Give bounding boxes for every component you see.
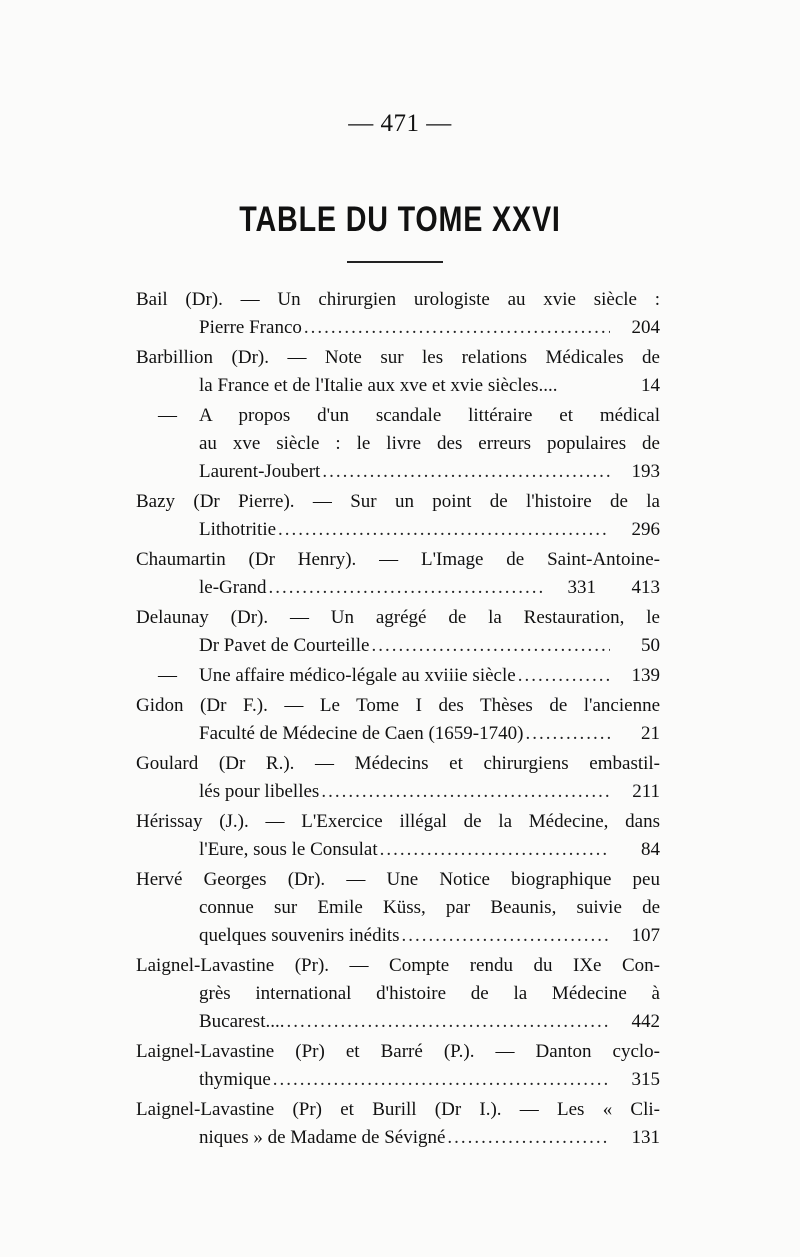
entry-last-line: [136, 778, 660, 806]
toc-entry: [136, 604, 660, 660]
dot-leader: [525, 720, 610, 748]
entry-text: l'Eure, sous le Consulat: [199, 839, 378, 860]
page-ref: 107: [631, 925, 660, 946]
entry-text: quelques souvenirs inédits: [199, 925, 400, 946]
dot-leader: [402, 922, 610, 950]
entry-text: Dr Pavet de Courteille: [199, 635, 370, 656]
dot-leader: [273, 1066, 610, 1094]
dot-leader: [304, 314, 610, 342]
toc-entry: [136, 286, 660, 342]
entry-text: lés pour libelles: [199, 781, 320, 802]
entry-text: Lithotritie: [199, 519, 277, 540]
entry-last-line: [136, 458, 660, 486]
page-ref: 14: [641, 375, 660, 396]
toc-entry: [136, 952, 660, 1036]
entry-last-line: [136, 662, 660, 690]
entry-last-line: [136, 574, 660, 602]
toc-entry: [136, 692, 660, 748]
ditto-dash: —: [158, 405, 177, 426]
entry-text: Bucarest....: [199, 1011, 285, 1032]
entry-text: la France et de l'Italie aux xve et xvie siècles....: [199, 375, 558, 396]
dot-leader: [322, 458, 610, 486]
entry-last-line: [136, 836, 660, 864]
entry-line: au xve siècle : le livre des erreurs populaires de: [199, 433, 660, 454]
entry-heading: [136, 402, 660, 430]
entry-text: le-Grand: [199, 577, 267, 598]
entry-text: thymique: [199, 1069, 271, 1090]
entry-last-line: [136, 372, 660, 400]
toc-entry: [136, 344, 660, 400]
toc-entry: [136, 808, 660, 864]
entry-text: Une affaire médico-légale au xviiie siècle: [199, 665, 516, 686]
entry-text: niques » de Madame de Sévigné: [199, 1127, 446, 1148]
entry-last-line: [136, 314, 660, 342]
entry-last-line: [136, 632, 660, 660]
entry-last-line: [136, 1008, 660, 1036]
entry-last-line: [136, 922, 660, 950]
dot-leader: [278, 516, 610, 544]
entry-heading: Delaunay (Dr). — Un agrégé de la Restauration, le: [136, 607, 660, 628]
entry-heading: Bail (Dr). — Un chirurgien urologiste au xvie siècle :: [136, 289, 660, 310]
toc-entry: [136, 866, 660, 950]
dot-leader: [380, 836, 610, 864]
page-ref: 84: [641, 839, 660, 860]
entry-text: Laurent-Joubert: [199, 461, 321, 482]
title-rule: [347, 261, 443, 263]
entry-last-line: [136, 1066, 660, 1094]
page-ref: 296: [631, 519, 660, 540]
entry-line: connue sur Emile Küss, par Beaunis, suivie de: [199, 897, 660, 918]
entry-last-line: [136, 516, 660, 544]
entry-heading: Hérissay (J.). — L'Exercice illégal de la Médecine, dans: [136, 811, 660, 832]
entry-line: grès international d'histoire de la Médecine à: [199, 983, 660, 1004]
table-of-contents: [136, 286, 660, 1154]
entry-heading: Laignel-Lavastine (Pr). — Compte rendu du IXe Con-: [136, 955, 660, 976]
toc-entry: [136, 1096, 660, 1152]
page-ref: 193: [631, 461, 660, 482]
dot-leader: [518, 662, 610, 690]
toc-entry: [136, 488, 660, 544]
toc-entry: [136, 662, 660, 690]
toc-entry: [136, 546, 660, 602]
page-number: — 471 —: [348, 110, 452, 137]
page-ref: 139: [631, 665, 660, 686]
dot-leader: [321, 778, 610, 806]
entry-heading: Laignel-Lavastine (Pr) et Barré (P.). — Danton cyclo-: [136, 1041, 660, 1062]
page-ref: 331: [567, 577, 596, 598]
page-ref: 211: [632, 781, 660, 802]
dot-leader: [269, 574, 546, 602]
entry-heading: Hervé Georges (Dr). — Une Notice biographique peu: [136, 869, 660, 890]
entry-last-line: [136, 1124, 660, 1152]
page-ref: 21: [641, 723, 660, 744]
entry-heading: Gidon (Dr F.). — Le Tome I des Thèses de l'ancienne: [136, 695, 660, 716]
page-ref: 131: [631, 1127, 660, 1148]
page-ref: 50: [641, 635, 660, 656]
page-ref: 315: [631, 1069, 660, 1090]
entry-heading: Barbillion (Dr). — Note sur les relations Médicales de: [136, 347, 660, 368]
entry-heading: Laignel-Lavastine (Pr) et Burill (Dr I.). — Les « Cli-: [136, 1099, 660, 1120]
entry-last-line: [136, 720, 660, 748]
entry-heading: Goulard (Dr R.). — Médecins et chirurgiens embastil-: [136, 753, 660, 774]
page-ref-2: 413: [631, 577, 660, 598]
page-ref: 204: [631, 317, 660, 338]
ditto-dash: —: [158, 665, 177, 686]
dot-leader: [371, 632, 610, 660]
entry-heading: Bazy (Dr Pierre). — Sur un point de l'histoire de la: [136, 491, 660, 512]
entry-heading: Chaumartin (Dr Henry). — L'Image de Saint-Antoine-: [136, 549, 660, 570]
dot-leader: [447, 1124, 610, 1152]
dot-leader: [286, 1008, 610, 1036]
toc-entry: [136, 750, 660, 806]
entry-text: A propos d'un scandale littéraire et médical: [199, 405, 660, 426]
page-ref: 442: [631, 1011, 660, 1032]
toc-entry: [136, 402, 660, 486]
page-title: TABLE DU TOME XXVI: [239, 200, 561, 239]
toc-entry: [136, 1038, 660, 1094]
entry-text: Pierre Franco: [199, 317, 302, 338]
entry-text: Faculté de Médecine de Caen (1659-1740): [199, 723, 524, 744]
